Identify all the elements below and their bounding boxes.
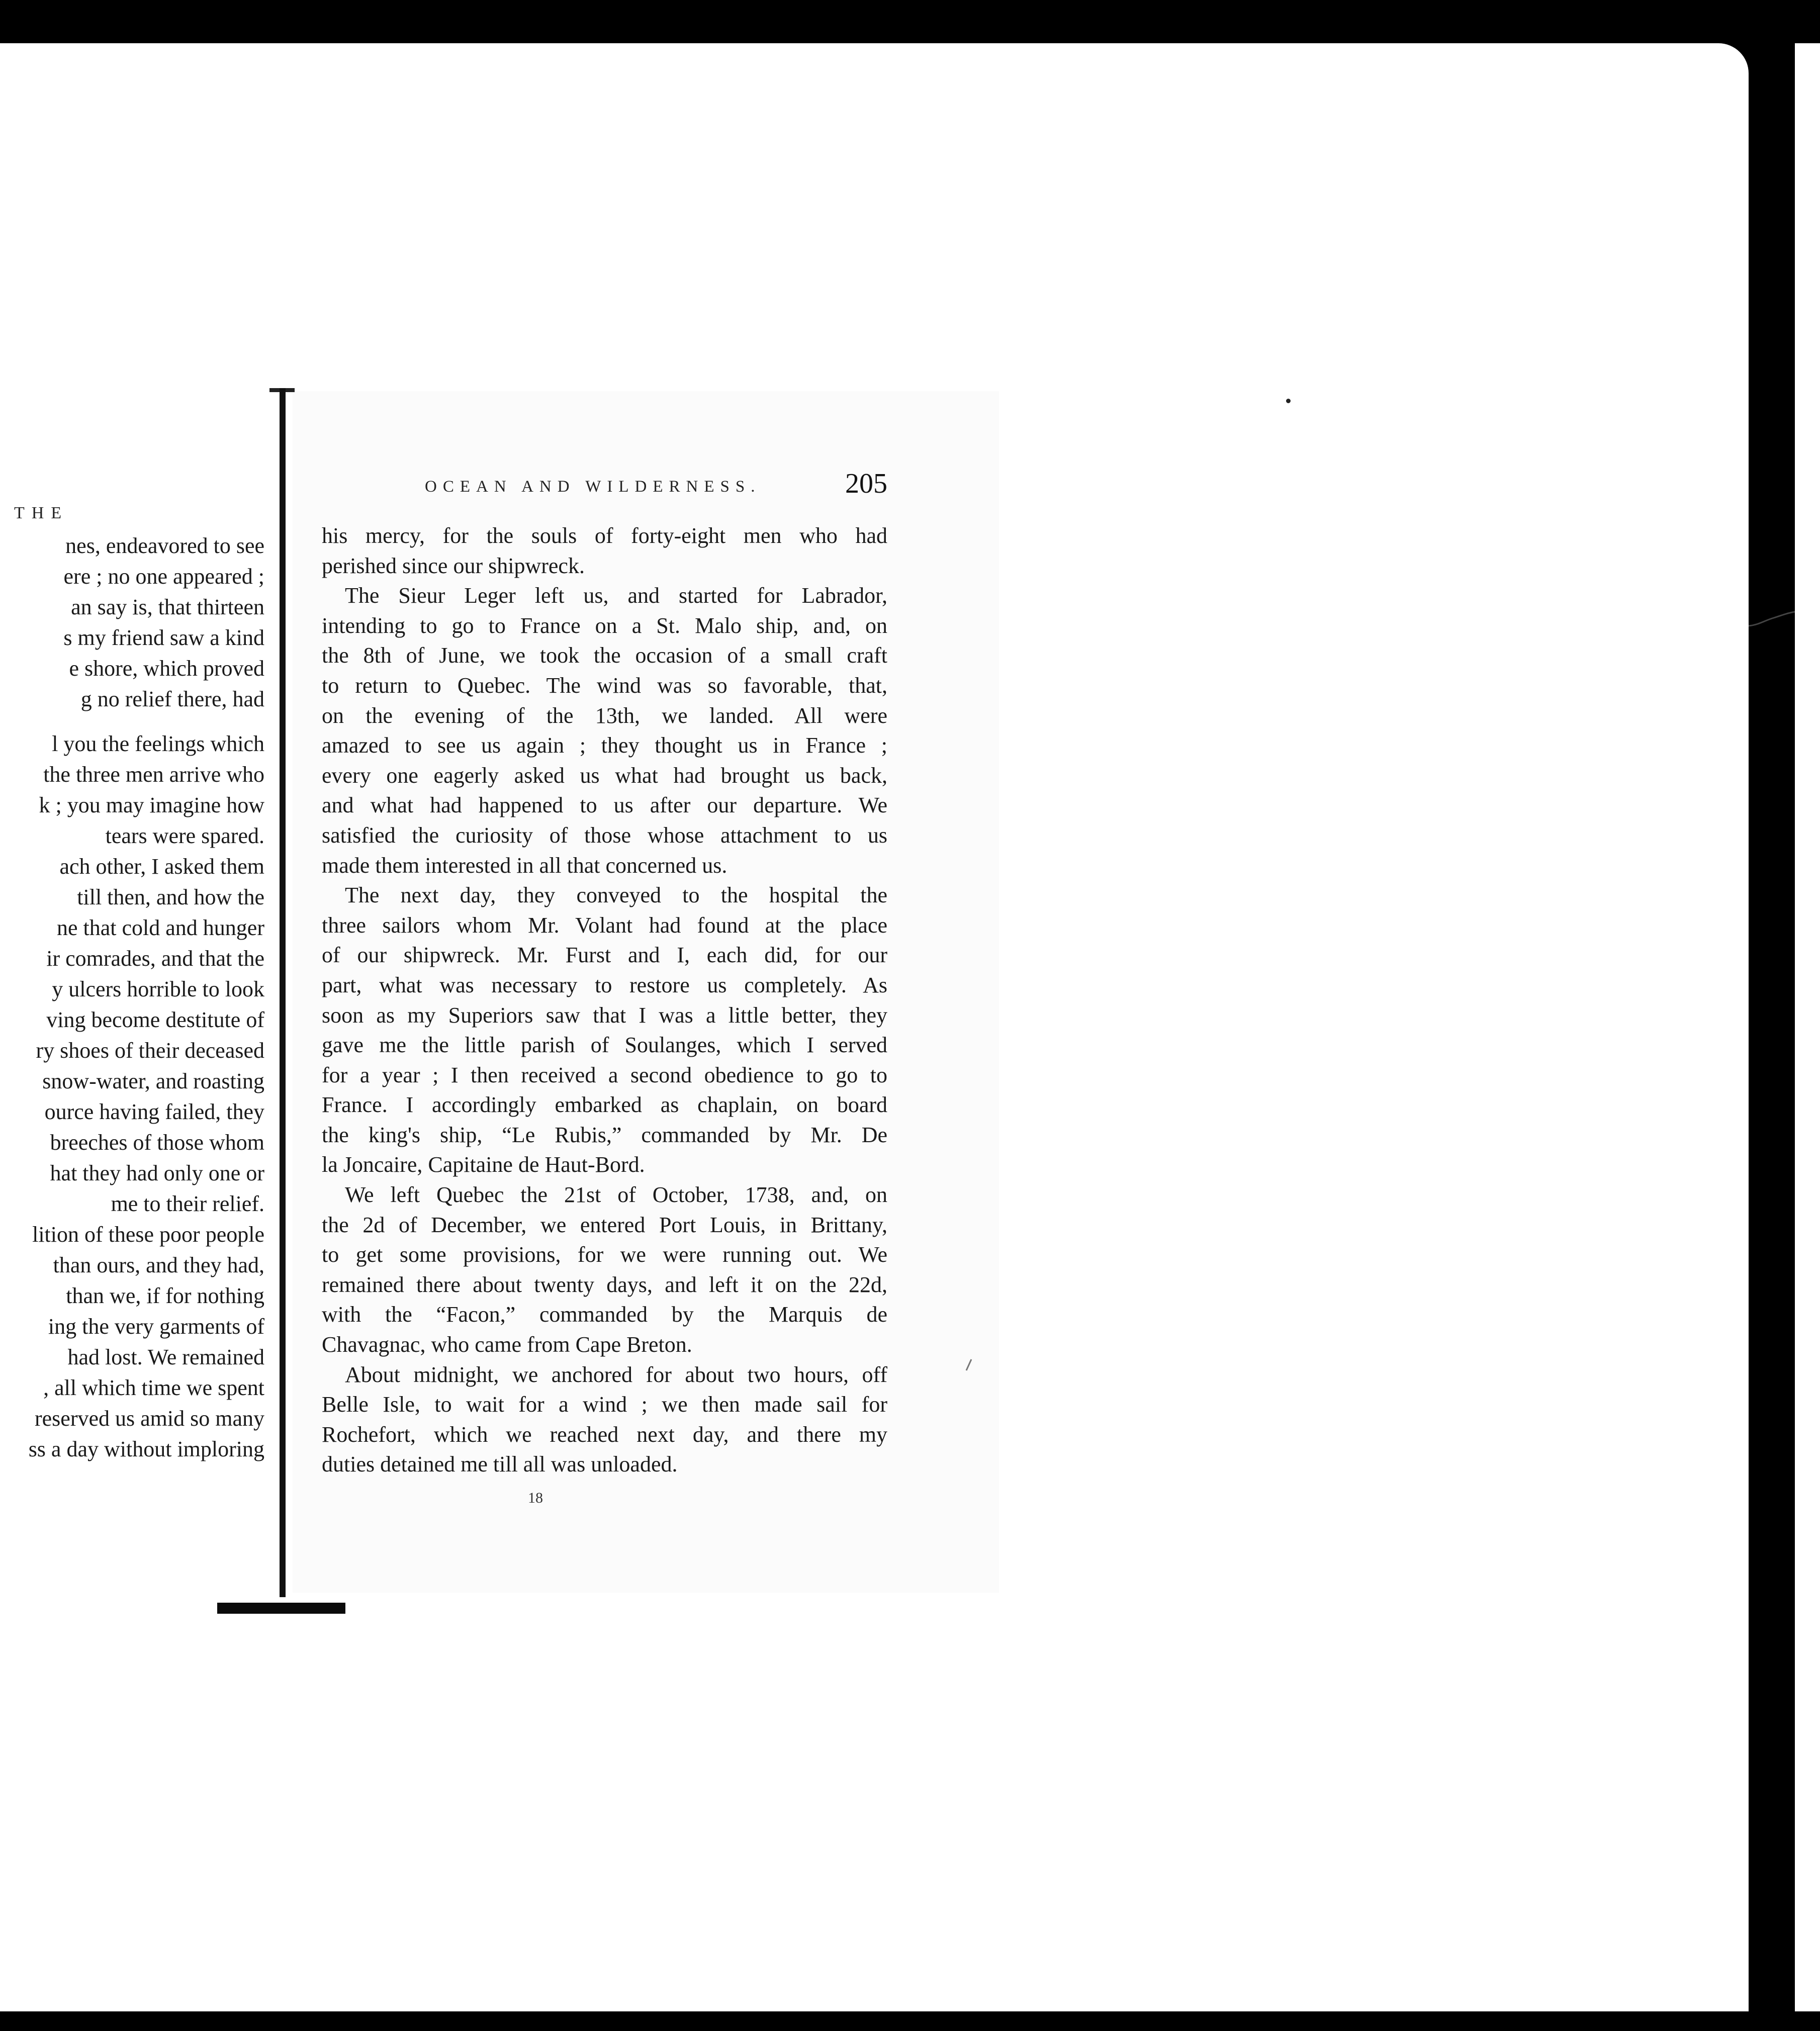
body-line: The Sieur Leger left us, and started for Labrador, bbox=[345, 583, 887, 608]
gutter-rule bbox=[269, 388, 297, 1597]
left-text-line: , all which time we spent bbox=[43, 1375, 264, 1400]
body-line: la Joncaire, Capitaine de Haut-Bord. bbox=[322, 1152, 645, 1177]
body-line: duties detained me till all was unloaded. bbox=[322, 1452, 678, 1477]
body-line: for a year ; I then received a second obedience to go to bbox=[322, 1062, 887, 1087]
body-line: remained there about twenty days, and left it on the 22d, bbox=[322, 1272, 887, 1297]
left-text-line: ir comrades, and that the bbox=[46, 946, 264, 971]
body-line: Rochefort, which we reached next day, and there my bbox=[322, 1422, 887, 1447]
body-line: perished since our shipwreck. bbox=[322, 553, 585, 578]
body-line: Belle Isle, to wait for a wind ; we then made sail for bbox=[322, 1392, 887, 1417]
left-text-line: ne that cold and hunger bbox=[57, 915, 264, 940]
left-text-line: l you the feelings which bbox=[52, 731, 264, 756]
left-text-line: y ulcers horrible to look bbox=[52, 977, 264, 1001]
left-text-line: tears were spared. bbox=[105, 823, 264, 848]
main-page bbox=[322, 468, 887, 1507]
body-line: three sailors whom Mr. Volant had found at the place bbox=[322, 912, 887, 938]
left-text-line: reserved us amid so many bbox=[35, 1406, 264, 1431]
body-line: We left Quebec the 21st of October, 1738, and, on bbox=[345, 1182, 887, 1208]
left-text-line: snow-water, and roasting bbox=[42, 1069, 264, 1093]
left-text-line: ach other, I asked them bbox=[59, 854, 264, 879]
body-line: with the “Facon,” commanded by the Marquis de bbox=[322, 1302, 887, 1327]
next-page-edge bbox=[1795, 43, 1820, 2011]
pencil-stroke bbox=[964, 1357, 974, 1372]
body-line: the 2d of December, we entered Port Louis, in Brittany, bbox=[322, 1212, 887, 1237]
left-text-line: g no relief there, had bbox=[80, 687, 264, 711]
body-line: to get some provisions, for we were running out. We bbox=[322, 1242, 887, 1267]
body-line: amazed to see us again ; they thought us in France ; bbox=[322, 733, 887, 758]
running-title: OCEAN AND WILDERNESS. bbox=[425, 478, 761, 496]
left-running-head: THE bbox=[14, 504, 69, 522]
body-line: every one eagerly asked us what had brought us back, bbox=[322, 763, 887, 788]
left-text-line: ss a day without imploring bbox=[28, 1437, 264, 1461]
left-text-line: ing the very garments of bbox=[48, 1314, 264, 1339]
signature-mark: 18 bbox=[528, 1490, 543, 1506]
edge-tick-mark bbox=[1749, 1287, 1753, 1312]
left-text-line: hat they had only one or bbox=[50, 1161, 264, 1185]
left-text-line: than ours, and they had, bbox=[53, 1253, 264, 1277]
scan-speck bbox=[1286, 399, 1291, 403]
left-text-line: e shore, which proved bbox=[69, 656, 264, 681]
left-text-line: ving become destitute of bbox=[46, 1007, 264, 1032]
left-text-line: s my friend saw a kind bbox=[63, 625, 264, 650]
left-page-fragment bbox=[0, 0, 271, 1508]
left-text-line: ere ; no one appeared ; bbox=[63, 564, 264, 589]
body-line: the king's ship, “Le Rubis,” commanded by Mr. De bbox=[322, 1122, 887, 1147]
body-line: his mercy, for the souls of forty-eight men who had bbox=[322, 523, 887, 548]
body-line: satisfied the curiosity of those whose attachment to us bbox=[322, 822, 887, 848]
left-text-line: nes, endeavored to see bbox=[65, 533, 264, 558]
left-text-line: me to their relief. bbox=[111, 1191, 264, 1216]
left-text-line: the three men arrive who bbox=[43, 762, 264, 787]
left-text-line: k ; you may imagine how bbox=[39, 793, 264, 817]
body-text bbox=[322, 521, 887, 1480]
body-line: The next day, they conveyed to the hospital the bbox=[345, 883, 887, 908]
body-line: to return to Quebec. The wind was so favorable, that, bbox=[322, 673, 887, 698]
body-line: the 8th of June, we took the occasion of a small craft bbox=[322, 643, 887, 668]
left-text-line: breeches of those whom bbox=[50, 1130, 264, 1155]
edge-tear-mark bbox=[1749, 611, 1795, 631]
body-line: on the evening of the 13th, we landed. All were bbox=[322, 703, 887, 728]
body-line: gave me the little parish of Soulanges, which I served bbox=[322, 1033, 887, 1058]
body-line: intending to go to France on a St. Malo ship, and, on bbox=[322, 613, 887, 638]
body-line: of our shipwreck. Mr. Furst and I, each did, for our bbox=[322, 943, 887, 968]
left-text-line: than we, if for nothing bbox=[66, 1283, 264, 1308]
left-text-line: ource having failed, they bbox=[44, 1099, 264, 1124]
left-text-line: had lost. We remained bbox=[67, 1345, 264, 1369]
gutter-bottom-bar bbox=[217, 1603, 345, 1614]
body-line: Chavagnac, who came from Cape Breton. bbox=[322, 1332, 692, 1357]
body-line: France. I accordingly embarked as chaplain, on board bbox=[322, 1092, 887, 1118]
left-text-line: ry shoes of their deceased bbox=[36, 1038, 264, 1063]
left-text-line: till then, and how the bbox=[77, 885, 264, 909]
gutter-vertical-line bbox=[280, 388, 286, 1597]
left-text-line: lition of these poor people bbox=[32, 1222, 264, 1247]
body-line: About midnight, we anchored for about two hours, off bbox=[345, 1362, 887, 1387]
running-head bbox=[322, 468, 887, 503]
body-line: part, what was necessary to restore us completely. As bbox=[322, 972, 887, 997]
body-line: made them interested in all that concerned us. bbox=[322, 853, 727, 878]
body-line: and what had happened to us after our departure. We bbox=[322, 793, 887, 818]
left-text-line: an say is, that thirteen bbox=[71, 595, 264, 619]
page-number: 205 bbox=[845, 468, 887, 499]
body-line: soon as my Superiors saw that I was a little better, they bbox=[322, 1002, 887, 1028]
